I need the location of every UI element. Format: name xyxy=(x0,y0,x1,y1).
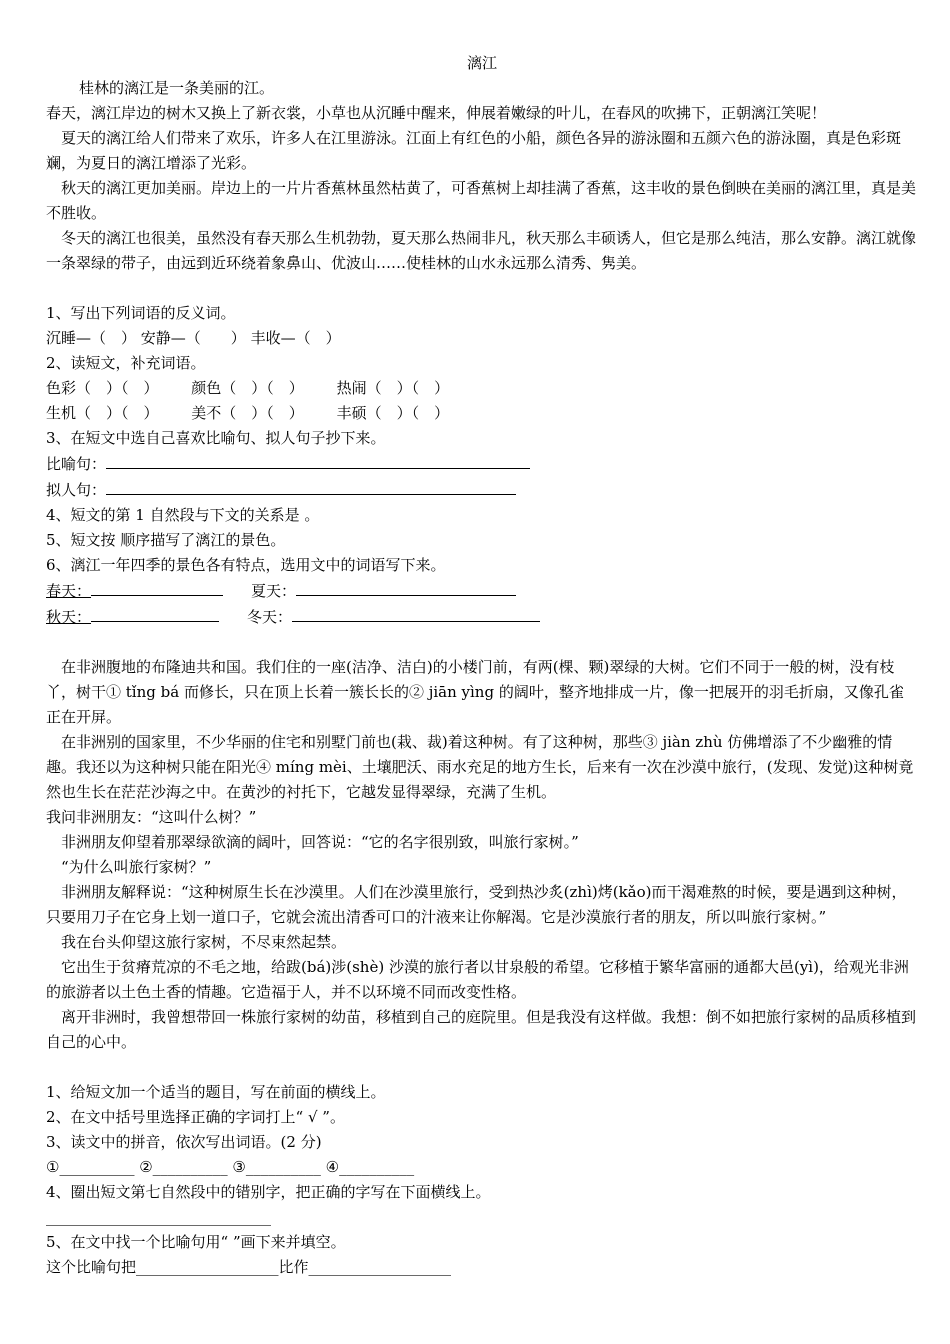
passage2-para-5: “为什么叫旅行家树？” xyxy=(61,858,212,876)
fill-item: 丰硕（ ）（ ） xyxy=(336,404,450,422)
question-2: 2、读短文，补充词语。 xyxy=(46,354,206,372)
passage1-para-4: 秋天的漓江更加美丽。岸边上的一片片香蕉林虽然枯黄了，可香蕉树上却挂满了香蕉，这丰收的景色倒映在美丽的漓江里，真是美不胜收。 xyxy=(46,179,917,222)
question-2-5-answer[interactable]: 这个比喻句把___________________比作___________________ xyxy=(46,1258,452,1276)
question-2-4: 4、圈出短文第七自然段中的错别字，把正确的字写在下面横线上。 xyxy=(46,1183,491,1201)
answer-line[interactable] xyxy=(106,477,516,495)
worksheet xyxy=(46,50,918,1280)
question-5: 5、短文按 顺序描写了漓江的景色。 xyxy=(46,531,286,549)
fill-item: 热闹（ ）（ ） xyxy=(336,379,450,397)
simile-label: 比喻句： xyxy=(46,455,107,473)
question-1: 1、写出下列词语的反义词。 xyxy=(46,304,236,322)
passage1-para-3: 夏天的漓江给人们带来了欢乐，许多人在江里游泳。江面上有红色的小船，颜色各异的游泳圈和五颜六色的游泳圈，真是色彩斑斓，为夏日的漓江增添了光彩。 xyxy=(46,129,902,172)
question-6-row-2 xyxy=(46,604,918,630)
passage2-para-8: 它出生于贫瘠荒凉的不毛之地，给跋(bá)涉(shè) 沙漠的旅行者以甘泉般的希望。它移植于繁华富丽的通都大邑(yì)，给观光非洲的旅游者以土色土香的情趣。它造福于人，并不以环境不同而改变性格。 xyxy=(46,958,909,1001)
passage1-para-5: 冬天的漓江也很美，虽然没有春天那么生机勃勃，夏天那么热闹非凡，秋天那么丰硕诱人，但它是那么纯洁，那么安静。漓江就像一条翠绿的带子，由远到近环绕着象鼻山、优波山……使桂林的山水永远那么清秀、隽美。 xyxy=(46,229,917,272)
fill-item: 生机（ ）（ ） xyxy=(46,404,159,422)
spacer xyxy=(46,276,918,301)
question-4: 4、短文的第 1 自然段与下文的关系是 。 xyxy=(46,506,320,524)
answer-line[interactable] xyxy=(296,578,516,596)
page-title: 漓江 xyxy=(466,54,497,72)
question-2-row-1 xyxy=(46,376,918,401)
answer-line[interactable] xyxy=(106,451,530,469)
question-2-4-answer[interactable]: ______________________________ xyxy=(46,1208,271,1226)
question-3-personification xyxy=(46,477,918,503)
season-label: 冬天： xyxy=(247,608,293,626)
question-2-5: 5、在文中找一个比喻句用“ ”画下来并填空。 xyxy=(46,1233,346,1251)
answer-line[interactable] xyxy=(91,604,219,622)
season-label: 春天： xyxy=(46,582,92,600)
passage1-para-2: 春天，漓江岸边的树木又换上了新衣裳，小草也从沉睡中醒来，伸展着嫩绿的叶儿，在春风的吹拂下，正朝漓江笑呢！ xyxy=(46,104,827,122)
passage2-para-6: 非洲朋友解释说：“这种树原生长在沙漠里。人们在沙漠里旅行，受到热沙炙(zhì)烤(kǎo)而干渴难熬的时候，要是遇到这种树，只要用刀子在它身上划一道口子，它就会流出清香可口的汁液来让你解渴。它是沙漠旅行者的朋友，所以叫旅行家树。” xyxy=(46,883,907,926)
antonym-item: 安静—（ ） xyxy=(140,329,246,347)
question-6-row-1 xyxy=(46,578,918,604)
fill-item: 颜色（ ）（ ） xyxy=(191,379,304,397)
antonym-item: 丰收—（ ） xyxy=(250,329,341,347)
passage2-para-2: 在非洲别的国家里，不少华丽的住宅和别墅门前也(栽、裁)着这种树。有了这种树，那些③ jiàn zhù 仿佛增添了不少幽雅的情趣。我还以为这种树只能在阳光④ míng mèi、土壤肥沃、雨水充足的地方生长，后来有一次在沙漠中旅行，(发现、发觉)这种树竟然也生长在茫茫沙海之中。在黄沙的衬托下，它越发显得翠绿，充满了生机。 xyxy=(46,733,914,801)
question-2-1: 1、给短文加一个适当的题目，写在前面的横线上。 xyxy=(46,1083,386,1101)
passage2-para-9: 离开非洲时，我曾想带回一株旅行家树的幼苗，移植到自己的庭院里。但是我没有这样做。我想：倒不如把旅行家树的品质移植到自己的心中。 xyxy=(46,1008,917,1051)
passage2-para-7: 我在台头仰望这旅行家树，不尽束然起禁。 xyxy=(61,933,347,951)
personification-label: 拟人句： xyxy=(46,481,107,499)
question-3-simile xyxy=(46,451,918,477)
antonym-item: 沉睡—（ ） xyxy=(46,329,137,347)
question-2-row-2 xyxy=(46,401,918,426)
question-6: 6、漓江一年四季的景色各有特点，选用文中的词语写下来。 xyxy=(46,556,446,574)
fill-item: 美不（ ）（ ） xyxy=(191,404,304,422)
question-1-items xyxy=(46,326,918,351)
passage1-para-1: 桂林的漓江是一条美丽的江。 xyxy=(79,79,275,97)
spacer xyxy=(46,630,918,655)
question-2-3: 3、读文中的拼音，依次写出词语。(2 分) xyxy=(46,1133,322,1151)
question-2-3-answers[interactable]: ①__________ ②__________ ③__________ ④__________ xyxy=(46,1158,415,1176)
passage2-para-3: 我问非洲朋友：“这叫什么树？” xyxy=(46,808,257,826)
spacer xyxy=(46,1055,918,1080)
season-label: 夏天： xyxy=(251,582,297,600)
question-3: 3、在短文中选自己喜欢比喻句、拟人句子抄下来。 xyxy=(46,429,386,447)
fill-item: 色彩（ ）（ ） xyxy=(46,379,159,397)
answer-line[interactable] xyxy=(91,578,223,596)
answer-line[interactable] xyxy=(292,604,540,622)
season-label: 秋天： xyxy=(46,608,92,626)
question-2-2: 2、在文中括号里选择正确的字词打上“ √ ”。 xyxy=(46,1108,345,1126)
passage2-para-1: 在非洲腹地的布隆迪共和国。我们住的一座(洁净、洁白)的小楼门前，有两(棵、颗)翠绿的大树。它们不同于一般的树，没有枝丫，树干① tǐng bá 而修长，只在顶上长着一簇长长的② jiān yìng 的阔叶，整齐地排成一片，像一把展开的羽毛折扇，又像孔雀正在开屏。 xyxy=(46,658,904,726)
passage2-para-4: 非洲朋友仰望着那翠绿欲滴的阔叶，回答说：“它的名字很别致，叫旅行家树。” xyxy=(61,833,579,851)
